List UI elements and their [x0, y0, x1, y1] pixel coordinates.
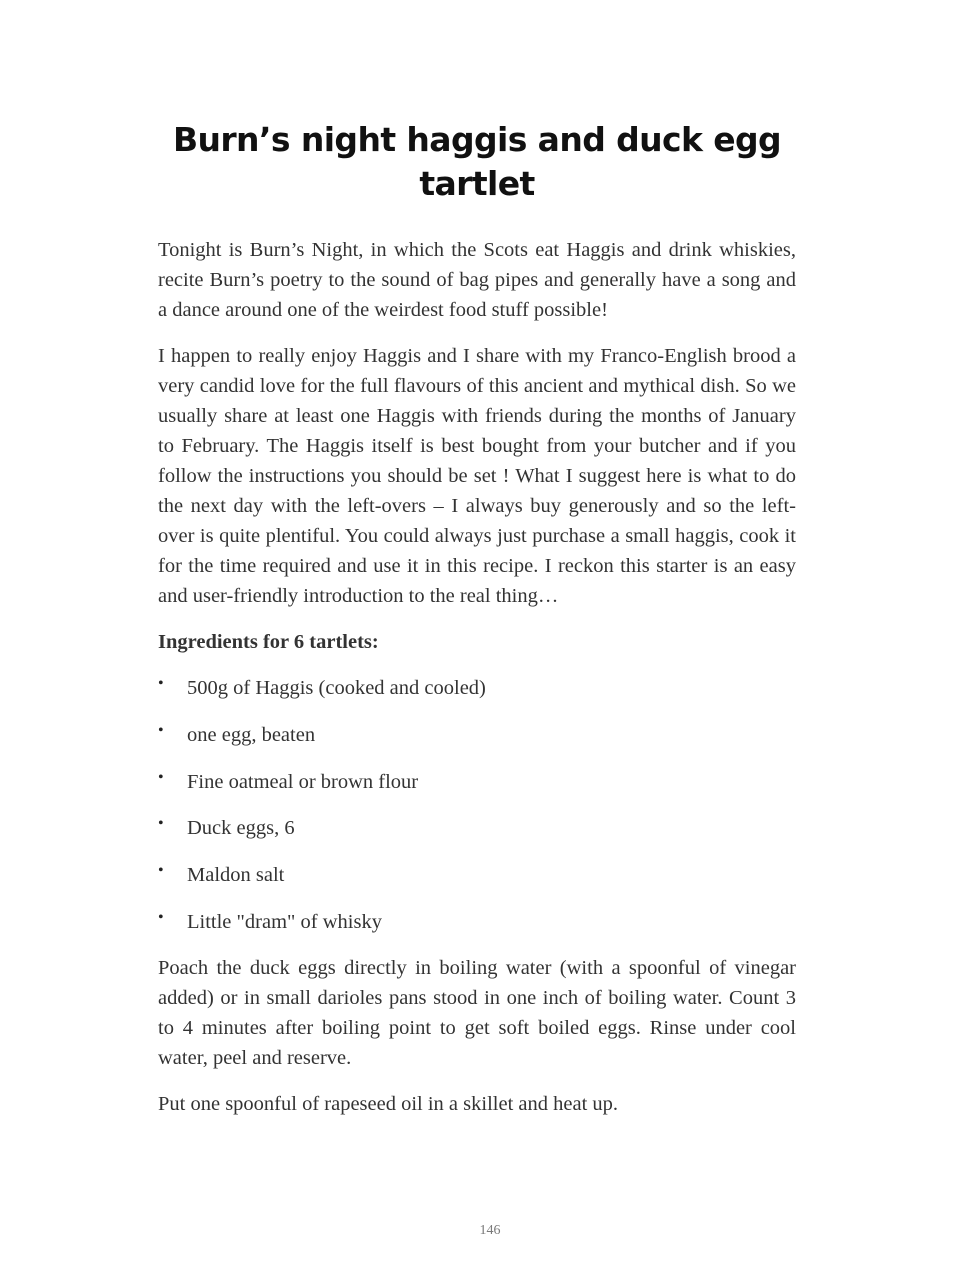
page-number: 146: [479, 1223, 501, 1238]
method-paragraph-1: Poach the duck eggs directly in boiling water (with a spoonful of vinegar added) or in small darioles pans stood in one inch of boiling water. Count 3 to 4 minutes after boiling point to get soft boiled eggs. Rinse under cool water, peel and reserve.: [158, 956, 796, 1069]
bullet-icon: •: [158, 815, 164, 833]
ingredient-text: one egg, beaten: [187, 723, 316, 746]
ingredient-item: [158, 767, 796, 797]
recipe-title: Burn’s night haggis and duck egg tartlet: [172, 120, 782, 203]
ingredient-item: [158, 813, 796, 843]
page-content: [158, 118, 796, 1135]
ingredient-text: 500g of Haggis (cooked and cooled): [187, 677, 486, 699]
ingredient-text: Duck eggs, 6: [187, 817, 295, 840]
ingredient-item: [158, 673, 796, 703]
ingredient-item: [158, 907, 796, 937]
ingredients-heading: Ingredients for 6 tartlets:: [158, 631, 379, 653]
bullet-icon: •: [158, 721, 164, 739]
bullet-icon: •: [158, 908, 164, 926]
method-paragraph-2: Put one spoonful of rapeseed oil in a skillet and heat up.: [158, 1092, 619, 1115]
ingredient-text: Fine oatmeal or brown flour: [187, 770, 419, 793]
ingredient-item: [158, 720, 796, 750]
intro-paragraph-2: I happen to really enjoy Haggis and I share with my Franco-English brood a very candid love for the full flavours of this ancient and mythical dish. So we usually share at least one Haggis with friends during the months of January to February. The Haggis itself is best bought from your butcher and if you follow the instructions you should be set ! What I suggest here is what to do the next day with the left-overs – I always buy generously and so the left-over is quite plentiful. You could always just purchase a small haggis, cook it for the time required and use it in this recipe. I reckon this starter is an easy and user-friendly introduction to the real thing…: [158, 345, 796, 607]
ingredient-text: Maldon salt: [187, 864, 285, 887]
bullet-icon: •: [158, 862, 164, 880]
bullet-icon: •: [158, 675, 164, 692]
intro-paragraph-1: Tonight is Burn’s Night, in which the Scots eat Haggis and drink whiskies, recite Burn’s poetry to the sound of bag pipes and generally have a song and a dance around one of the weirdest food stuff possible!: [158, 239, 796, 321]
bullet-icon: •: [158, 768, 164, 786]
ingredients-list: [158, 673, 796, 937]
ingredient-text: Little "dram" of whisky: [187, 910, 382, 933]
ingredient-item: [158, 860, 796, 890]
